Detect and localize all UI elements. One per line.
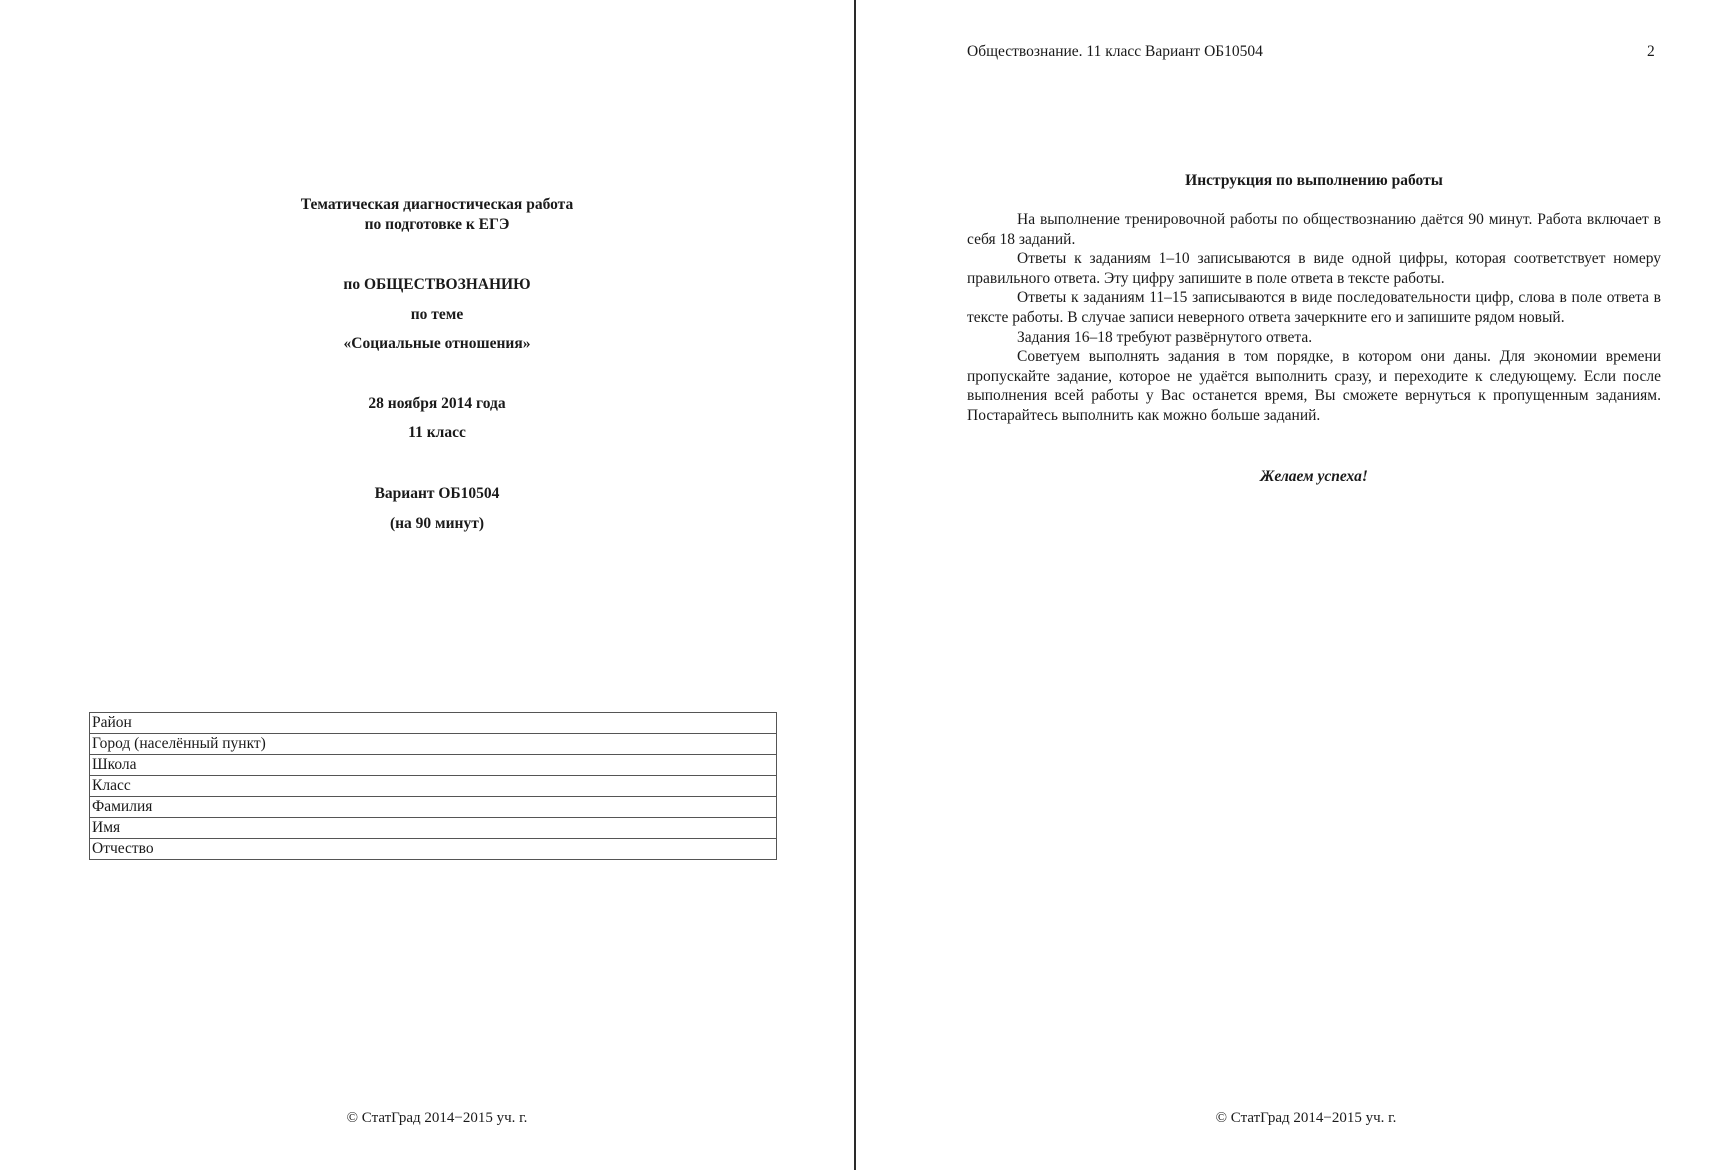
page-number: 2 xyxy=(1647,43,1655,60)
grade: 11 класс xyxy=(408,424,466,441)
instruction-title: Инструкция по выполнению работы xyxy=(1185,172,1443,189)
page-left xyxy=(0,0,854,1170)
duration: (на 90 минут) xyxy=(389,515,485,532)
instruction-paragraph: Ответы к заданиям 1–10 записываются в виде одной цифры, которая соответствует номеру правильного ответа. Эту цифру запишите в поле ответа в тексте работы. xyxy=(967,250,1661,287)
field-school[interactable]: Школа xyxy=(90,755,777,776)
instruction-body xyxy=(967,210,1661,426)
title-line-1: Тематическая диагностическая работа xyxy=(300,196,574,213)
table-row xyxy=(90,713,777,734)
instruction-paragraph: Ответы к заданиям 11–15 записываются в виде последовательности цифр, слова в поле ответа в тексте работы. В случае записи неверного ответа зачеркните его и запишите рядом новый. xyxy=(967,289,1661,326)
variant: Вариант ОБ10504 xyxy=(374,485,500,502)
field-city[interactable]: Город (населённый пункт) xyxy=(90,734,777,755)
instruction-paragraph: Советуем выполнять задания в том порядке, в котором они даны. Для экономии времени пропускайте задание, которое не удаётся выполнить сразу, и переходите к следующему. Если после выполнения всей работы у Вас останется время, Вы сможете вернуться к пропущенным заданиям. Постарайтесь выполнить как можно больше заданий. xyxy=(967,348,1661,424)
field-surname[interactable]: Фамилия xyxy=(90,797,777,818)
field-name[interactable]: Имя xyxy=(90,818,777,839)
good-luck-text: Желаем успеха! xyxy=(1260,468,1368,485)
running-header: Обществознание. 11 класс Вариант ОБ10504 xyxy=(967,43,1263,60)
footer-right: © СтатГрад 2014−2015 уч. г. xyxy=(1215,1110,1397,1126)
table-row xyxy=(90,776,777,797)
page-right xyxy=(856,0,1712,1170)
topic-prefix: по теме xyxy=(410,306,464,323)
table-row xyxy=(90,797,777,818)
field-class[interactable]: Класс xyxy=(90,776,777,797)
field-district[interactable]: Район xyxy=(90,713,777,734)
instruction-paragraph: На выполнение тренировочной работы по обществознанию даётся 90 минут. Работа включает в себя 18 заданий. xyxy=(967,211,1661,248)
footer-left: © СтатГрад 2014−2015 уч. г. xyxy=(346,1110,528,1126)
field-patronymic[interactable]: Отчество xyxy=(90,839,777,860)
subject: по ОБЩЕСТВОЗНАНИЮ xyxy=(343,276,531,293)
table-row xyxy=(90,818,777,839)
table-row xyxy=(90,839,777,860)
student-info-table xyxy=(89,712,777,860)
date: 28 ноября 2014 года xyxy=(368,395,506,412)
instruction-paragraph: Задания 16–18 требуют развёрнутого ответа. xyxy=(1017,328,1313,346)
table-row xyxy=(90,755,777,776)
topic: «Социальные отношения» xyxy=(343,335,531,352)
table-row xyxy=(90,734,777,755)
title-line-2: по подготовке к ЕГЭ xyxy=(364,216,510,233)
